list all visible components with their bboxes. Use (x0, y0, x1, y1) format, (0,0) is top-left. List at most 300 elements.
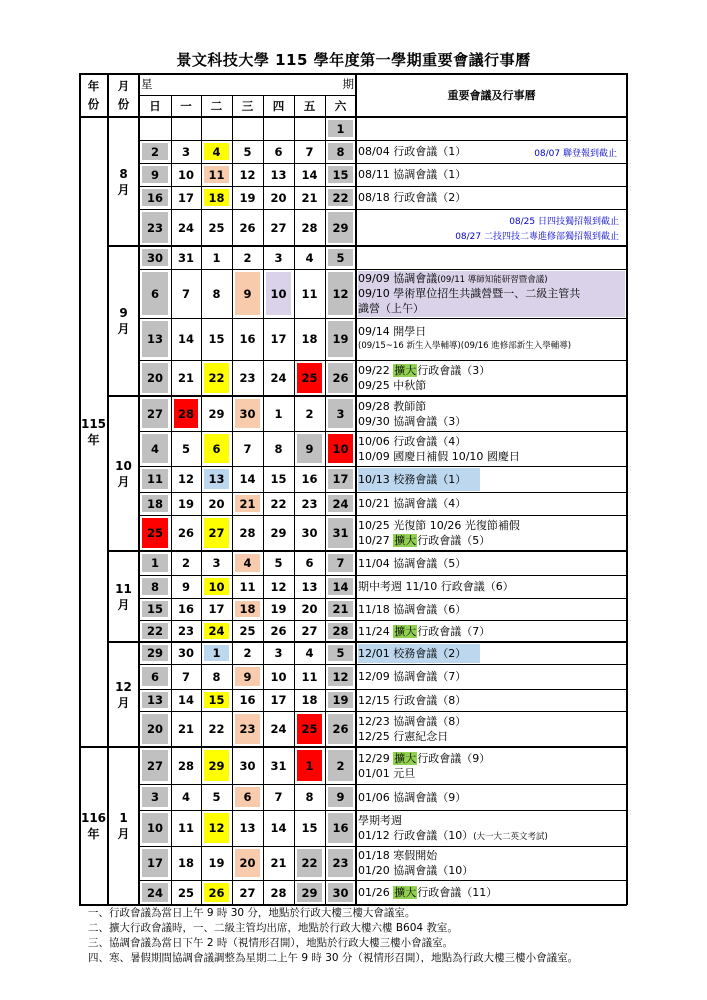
border (139, 360, 627, 361)
day-cell: 26 (174, 518, 198, 548)
day-cell: 22 (297, 849, 322, 877)
day-cell: 17 (328, 469, 353, 489)
year-label: 116 年 (80, 811, 107, 841)
day-cell: 29 (297, 883, 322, 902)
day-cell: 21 (297, 189, 322, 206)
day-cell: 3 (266, 249, 291, 266)
day-cell: 7 (328, 554, 353, 572)
event-cell (358, 691, 625, 710)
day-cell: 28 (297, 212, 322, 243)
event-line: 12/01 校務會議（2） (358, 647, 467, 660)
day-cell: 25 (142, 518, 168, 548)
page-title: 景文科技大學 115 學年度第一學期重要會議行事曆 (176, 51, 531, 69)
event-line: 10/21 協調會議（4） (358, 497, 467, 510)
day-cell: 27 (204, 518, 229, 548)
event-line: 12/25 行憲紀念日 (358, 730, 449, 743)
border (355, 73, 357, 905)
day-cell: 24 (266, 714, 291, 744)
weekday-header: 六 (334, 99, 347, 113)
event-line: 12/23 協調會議（8） (358, 715, 467, 728)
day-cell (204, 120, 229, 137)
event-line: 12/09 協調會議（7） (358, 670, 467, 683)
event-subnote: (大一大二英文考試) (473, 832, 548, 842)
day-cell: 22 (142, 623, 168, 639)
month-header: 月 份 (117, 79, 130, 111)
day-cell: 23 (235, 714, 260, 744)
day-cell: 10 (266, 272, 291, 315)
border (139, 431, 627, 432)
event-cell (358, 553, 625, 574)
event-cell (358, 786, 625, 809)
event-line: 期中考週 11/10 行政會議（6） (358, 580, 514, 593)
day-cell: 5 (235, 143, 260, 160)
footnotes (88, 906, 578, 966)
day-cell: 6 (142, 272, 168, 315)
event-line: 12/15 行政會議（8） (358, 694, 467, 707)
expanded-meeting-tag: 擴大 (394, 534, 417, 547)
event-line: 10/06 行政會議（4） (358, 435, 467, 448)
day-cell: 4 (174, 787, 198, 807)
day-cell: 29 (266, 518, 291, 548)
event-line: (09/15~16 新生入學輔導)(09/16 進修部新生入學輔導) (358, 341, 572, 351)
event-line: 09/10 學術單位招生共識營暨一、二級主管共 (358, 287, 581, 300)
day-cell: 15 (204, 692, 229, 708)
event-line: 01/26 擴大行政會議（11） (358, 886, 498, 899)
event-line: 10/13 校務會議（1） (358, 473, 467, 486)
border (139, 186, 627, 187)
day-cell: 21 (328, 601, 353, 617)
day-cell: 15 (297, 813, 322, 843)
day-cell: 5 (328, 645, 353, 661)
day-cell: 18 (235, 601, 260, 617)
day-cell: 5 (328, 249, 353, 266)
day-cell: 27 (142, 399, 168, 428)
border (139, 269, 627, 270)
day-cell: 16 (174, 601, 198, 617)
day-cell: 4 (204, 143, 229, 160)
day-cell: 6 (235, 787, 260, 807)
border (139, 95, 356, 96)
day-cell: 3 (266, 645, 291, 661)
border (108, 395, 627, 397)
day-cell: 9 (297, 434, 322, 463)
expanded-meeting-tag: 擴大 (394, 752, 417, 765)
day-cell: 25 (235, 623, 260, 639)
day-cell: 7 (235, 434, 260, 463)
day-cell: 14 (266, 813, 291, 843)
event-note: 08/25 日四技獨招報到截止 (509, 217, 619, 227)
month-label: 8 月 (117, 166, 130, 197)
day-cell: 24 (204, 623, 229, 639)
day-cell: 22 (328, 189, 353, 206)
day-cell: 28 (328, 623, 353, 639)
day-cell: 14 (328, 578, 353, 595)
day-cell: 26 (204, 883, 229, 902)
day-cell: 1 (204, 645, 229, 661)
event-line: 09/30 協調會議（3） (358, 415, 467, 428)
event-line: 01/12 行政會議（10）(大一大二英文考試) (358, 829, 548, 842)
event-cell (358, 211, 625, 245)
day-cell: 13 (142, 692, 168, 708)
event-line: 09/14 開學日 (358, 325, 427, 338)
event-cell (358, 577, 625, 597)
day-cell: 26 (235, 212, 260, 243)
day-cell: 11 (297, 272, 322, 315)
day-cell: 5 (204, 787, 229, 807)
day-cell: 13 (204, 469, 229, 489)
day-cell: 29 (328, 212, 353, 243)
event-cell (358, 468, 625, 491)
day-cell: 30 (235, 750, 260, 781)
day-cell: 2 (235, 249, 260, 266)
day-cell: 28 (174, 750, 198, 781)
border (139, 492, 627, 493)
day-cell: 18 (297, 692, 322, 708)
day-cell: 17 (266, 321, 291, 357)
day-cell: 9 (235, 667, 260, 686)
day-cell: 19 (266, 601, 291, 617)
day-cell: 1 (328, 120, 353, 137)
year-header: 年 份 (87, 79, 100, 111)
day-cell: 2 (297, 399, 322, 428)
event-cell (358, 848, 625, 879)
day-cell: 7 (174, 667, 198, 686)
day-cell: 11 (297, 667, 322, 686)
day-cell: 15 (142, 601, 168, 617)
event-line: 10/25 光復節 10/26 光復節補假 (358, 519, 520, 532)
day-cell: 8 (297, 787, 322, 807)
day-cell: 16 (297, 469, 322, 489)
day-cell: 23 (174, 623, 198, 639)
day-cell: 27 (235, 883, 260, 902)
day-cell: 19 (328, 321, 353, 357)
event-note: 08/07 聯登報到截止 (534, 149, 617, 159)
day-cell: 11 (204, 166, 229, 183)
day-cell: 26 (328, 363, 353, 393)
day-cell: 15 (204, 321, 229, 357)
day-cell: 12 (328, 272, 353, 315)
day-cell: 3 (328, 399, 353, 428)
day-cell: 28 (174, 399, 198, 428)
day-cell: 8 (328, 143, 353, 160)
day-cell: 11 (142, 469, 168, 489)
day-cell: 2 (328, 750, 353, 781)
border (139, 163, 627, 164)
event-cell (358, 320, 625, 359)
event-line: 09/09 協調會議(09/11 導師知能研習暨會議) (358, 272, 548, 285)
border (626, 73, 628, 905)
day-cell: 1 (266, 399, 291, 428)
day-cell (297, 120, 322, 137)
day-cell: 11 (235, 578, 260, 595)
border (139, 784, 627, 785)
day-cell: 30 (174, 645, 198, 661)
day-cell: 22 (204, 714, 229, 744)
day-cell: 27 (297, 623, 322, 639)
day-cell: 5 (174, 434, 198, 463)
day-cell: 22 (266, 495, 291, 512)
day-cell: 9 (174, 578, 198, 595)
day-cell (174, 120, 198, 137)
weekday-header: 五 (303, 99, 316, 113)
border (79, 116, 627, 118)
day-cell: 15 (328, 166, 353, 183)
month-label: 10 月 (115, 458, 132, 489)
event-cell (358, 188, 625, 208)
day-cell: 17 (142, 849, 168, 877)
day-cell (142, 120, 168, 137)
day-cell: 28 (235, 518, 260, 548)
border (108, 641, 627, 643)
month-label: 9 月 (117, 306, 130, 336)
day-cell: 30 (142, 249, 168, 266)
month-label: 11 月 (115, 581, 132, 612)
event-line: 10/09 國慶日補假 10/10 國慶日 (358, 450, 520, 463)
day-cell: 13 (142, 321, 168, 357)
day-cell: 3 (142, 787, 168, 807)
day-cell: 11 (174, 813, 198, 843)
day-cell: 9 (142, 166, 168, 183)
day-cell: 18 (297, 321, 322, 357)
day-cell: 19 (235, 189, 260, 206)
border (139, 209, 627, 210)
expanded-meeting-tag: 擴大 (394, 364, 417, 377)
day-cell: 12 (174, 469, 198, 489)
day-cell: 14 (297, 166, 322, 183)
month-label: 1 月 (117, 811, 130, 841)
border (139, 810, 627, 811)
day-cell: 2 (235, 645, 260, 661)
day-cell: 17 (204, 601, 229, 617)
day-cell: 25 (297, 363, 322, 393)
event-line: 01/20 協調會議（10） (358, 864, 474, 877)
day-cell: 3 (174, 143, 198, 160)
day-cell: 7 (174, 272, 198, 315)
day-cell: 21 (174, 363, 198, 393)
day-cell: 10 (142, 813, 168, 843)
border (139, 140, 627, 141)
day-cell: 31 (328, 518, 353, 548)
day-cell: 4 (235, 554, 260, 572)
day-cell: 1 (142, 554, 168, 572)
footnote: 二、擴大行政會議時，一、二級主管均出席，地點於行政大樓六樓 B604 教室。 (88, 922, 458, 934)
border (107, 73, 109, 905)
event-cell (358, 600, 625, 619)
day-cell: 24 (174, 212, 198, 243)
expanded-meeting-tag: 擴大 (394, 625, 417, 638)
day-cell: 12 (235, 166, 260, 183)
event-line: 09/25 中秋節 (358, 379, 427, 392)
event-cell (358, 119, 625, 139)
day-cell: 12 (328, 667, 353, 686)
event-line: 09/28 教師節 (358, 400, 427, 413)
day-cell: 23 (235, 363, 260, 393)
day-cell: 10 (204, 578, 229, 595)
event-line: 08/11 協調會議（1） (358, 168, 467, 181)
border (139, 466, 627, 467)
day-cell: 26 (328, 714, 353, 744)
weekday-header: 二 (210, 99, 223, 113)
event-subnote: (09/11 導師知能研習暨會議) (437, 275, 548, 285)
event-cell (358, 248, 625, 268)
event-line: 01/18 寒假開始 (358, 849, 438, 862)
border (138, 73, 140, 905)
event-cell (358, 398, 625, 430)
border (79, 73, 627, 75)
day-cell: 19 (328, 692, 353, 708)
day-cell: 8 (204, 667, 229, 686)
day-cell: 8 (204, 272, 229, 315)
day-cell: 10 (266, 667, 291, 686)
event-line: 09/22 擴大行政會議（3） (358, 364, 491, 377)
event-line: 08/04 行政會議（1） (358, 145, 467, 158)
day-cell: 6 (142, 667, 168, 686)
event-line: 11/24 擴大行政會議（7） (358, 625, 491, 638)
day-cell: 16 (142, 189, 168, 206)
event-cell (358, 644, 625, 663)
weekday-header: 四 (272, 99, 285, 113)
day-cell: 2 (174, 554, 198, 572)
day-cell: 10 (174, 166, 198, 183)
footnote: 一、行政會議為當日上午 9 時 30 分，地點於行政大樓三樓大會議室。 (88, 907, 416, 919)
day-cell: 6 (297, 554, 322, 572)
day-cell: 7 (297, 143, 322, 160)
week-label-right: 期 (342, 77, 354, 91)
event-note: 08/27 二技四技二專進修部獨招報到截止 (455, 232, 619, 242)
day-cell: 14 (174, 321, 198, 357)
day-cell: 10 (328, 434, 353, 463)
day-cell: 20 (266, 189, 291, 206)
weekday-header: 一 (180, 99, 192, 113)
day-cell: 20 (235, 849, 260, 877)
day-cell: 9 (328, 787, 353, 807)
weekday-header: 三 (241, 99, 254, 113)
day-cell: 18 (174, 849, 198, 877)
border (79, 73, 81, 905)
event-cell (358, 666, 625, 688)
border (139, 846, 627, 847)
event-line: 01/06 協調會議（9） (358, 791, 467, 804)
day-cell (266, 120, 291, 137)
day-cell: 29 (204, 399, 229, 428)
events-header: 重要會議及行事曆 (447, 89, 536, 102)
border (139, 664, 627, 665)
day-cell: 30 (328, 883, 353, 902)
day-cell: 20 (142, 714, 168, 744)
day-cell: 24 (266, 363, 291, 393)
day-cell: 5 (266, 554, 291, 572)
week-label-left: 星 (141, 77, 153, 91)
day-cell: 22 (204, 363, 229, 393)
day-cell: 28 (266, 883, 291, 902)
event-cell (358, 165, 625, 185)
event-line: 01/01 元旦 (358, 767, 416, 780)
border (139, 689, 627, 690)
day-cell: 13 (235, 813, 260, 843)
event-line: 10/27 擴大行政會議（5） (358, 534, 491, 547)
day-cell: 15 (266, 469, 291, 489)
day-cell: 27 (142, 750, 168, 781)
day-cell: 30 (235, 399, 260, 428)
border (108, 550, 627, 552)
day-cell: 25 (174, 883, 198, 902)
year-label: 115 年 (80, 417, 107, 447)
day-cell: 16 (235, 692, 260, 708)
event-line: 學期考週 (358, 814, 402, 827)
day-cell: 12 (266, 578, 291, 595)
event-line: 識營（上午） (358, 302, 424, 315)
event-line: 12/29 擴大行政會議（9） (358, 752, 491, 765)
event-cell (358, 142, 625, 162)
event-line: 08/18 行政會議（2） (358, 191, 467, 204)
expanded-meeting-tag: 擴大 (394, 886, 417, 899)
day-cell: 8 (266, 434, 291, 463)
day-cell: 26 (266, 623, 291, 639)
day-cell: 18 (204, 189, 229, 206)
day-cell: 24 (142, 883, 168, 902)
day-cell: 6 (266, 143, 291, 160)
day-cell: 18 (142, 495, 168, 512)
day-cell: 23 (142, 212, 168, 243)
event-cell (358, 517, 625, 550)
day-cell: 23 (328, 849, 353, 877)
day-cell: 17 (266, 692, 291, 708)
day-cell: 20 (297, 601, 322, 617)
day-cell: 4 (142, 434, 168, 463)
weekday-header: 日 (149, 99, 161, 113)
day-cell: 25 (204, 212, 229, 243)
day-cell: 23 (297, 495, 322, 512)
day-cell: 7 (266, 787, 291, 807)
day-cell: 25 (297, 714, 322, 744)
day-cell: 8 (142, 578, 168, 595)
event-cell (358, 622, 625, 641)
day-cell: 20 (142, 363, 168, 393)
border (108, 245, 627, 247)
day-cell: 16 (235, 321, 260, 357)
day-cell (235, 120, 260, 137)
border (139, 620, 627, 621)
day-cell: 12 (204, 813, 229, 843)
day-cell: 21 (174, 714, 198, 744)
day-cell: 31 (266, 750, 291, 781)
day-cell: 14 (235, 469, 260, 489)
border (139, 575, 627, 576)
day-cell: 6 (204, 434, 229, 463)
day-cell: 30 (297, 518, 322, 548)
day-cell: 17 (174, 189, 198, 206)
day-cell: 4 (297, 645, 322, 661)
day-cell: 19 (174, 495, 198, 512)
day-cell: 24 (328, 495, 353, 512)
event-line: 11/18 協調會議（6） (358, 603, 467, 616)
event-cell (358, 433, 625, 465)
day-cell: 20 (204, 495, 229, 512)
footnote: 四、寒、暑假期間協調會議調整為星期二上午 9 時 30 分（視情形召開），地點為行政大樓三樓小會議室。 (88, 952, 579, 964)
event-cell (358, 713, 625, 746)
day-cell: 29 (204, 750, 229, 781)
event-cell (358, 812, 625, 845)
event-cell (358, 882, 625, 904)
day-cell: 27 (266, 212, 291, 243)
day-cell: 1 (297, 750, 322, 781)
event-cell (358, 494, 625, 514)
border (139, 711, 627, 712)
day-cell: 19 (204, 849, 229, 877)
day-cell: 16 (328, 813, 353, 843)
day-cell: 13 (297, 578, 322, 595)
footnote: 三、協調會議為當日下午 2 時（視情形召開），地點於行政大樓三樓小會議室。 (88, 937, 454, 949)
